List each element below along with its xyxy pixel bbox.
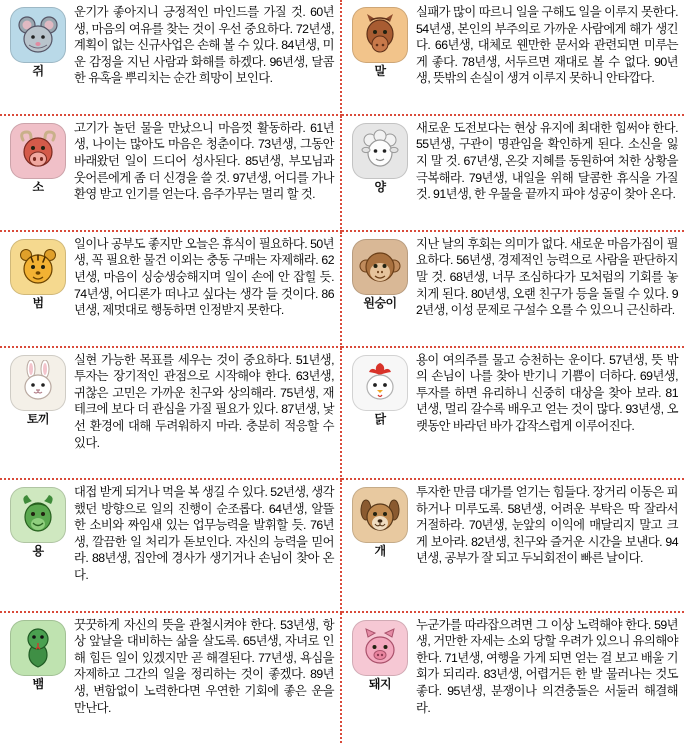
zodiac-badge-rat — [4, 5, 72, 78]
rabbit-icon — [10, 355, 66, 411]
animal-label: 개 — [374, 544, 386, 559]
rat-icon — [10, 7, 66, 63]
zodiac-badge-ox — [4, 121, 72, 194]
snake-icon — [10, 620, 66, 676]
zodiac-badge-dog — [346, 485, 414, 558]
animal-label: 닭 — [374, 411, 386, 426]
dragon-icon — [10, 487, 66, 543]
zodiac-badge-monkey — [346, 237, 414, 310]
fortune-text: 누군가를 따라잡으려면 그 이상 노력해야 한다. 59년생, 거만한 자세는 소외 당할 우려가 있으니 유의해야 한다. 71년생, 여행을 가게 되면 얻는 걸 보고 배울 기회가 되리라. 83년생, 어렵거든 한 발 물러나는 것도 좋다. 95년생, 분쟁이나 의견충돌은 서둘러 해결해라. — [416, 617, 678, 715]
animal-label: 원숭이 — [363, 295, 397, 310]
zodiac-badge-rooster — [346, 353, 414, 426]
fortune-cell-pig — [342, 613, 684, 743]
animal-label: 용 — [32, 544, 44, 559]
fortune-cell-rat — [0, 0, 342, 116]
animal-label: 토끼 — [26, 411, 50, 426]
zodiac-badge-sheep — [346, 121, 414, 194]
zodiac-badge-rabbit — [4, 353, 72, 426]
fortune-cell-monkey — [342, 232, 684, 348]
animal-label: 돼지 — [368, 676, 392, 691]
fortune-cell-dragon — [0, 480, 342, 612]
fortune-text: 지난 날의 후회는 의미가 없다. 새로운 마음가짐이 필요하다. 56년생, 경제적인 능력으로 사람을 판단하지 말 것. 68년생, 너무 조심하다가 모처럼의 기회를 놓치게 된다. 80년생, 오랜 친구가 등을 돌릴 수 있다. 92년생, 이성 문제로 구설수 오를 수 있으니 근신하라. — [416, 236, 678, 318]
animal-label: 소 — [32, 179, 44, 194]
zodiac-badge-horse — [346, 5, 414, 78]
ox-icon — [10, 123, 66, 179]
fortune-cell-sheep — [342, 116, 684, 232]
horse-icon — [352, 7, 408, 63]
fortune-text: 일이나 공부도 좋지만 오늘은 휴식이 필요하다. 50년생, 꼭 필요한 물건 이외는 충동 구매는 자제해라. 62년생, 마음이 싱숭생숭해지며 일이 손에 안 잡힐 듯. 74년생, 어디론가 떠나고 싶다는 생각 들 것이다. 86년생, 제멋대로 행동하면 인정받지 못한다. — [74, 236, 334, 318]
sheep-icon — [352, 123, 408, 179]
fortune-text: 용이 여의주를 물고 승천하는 운이다. 57년생, 뜻 밖의 손님이 나를 찾아 반기니 기쁨이 더하다. 69년생, 투자를 하면 유리하니 신중히 대상을 찾아 보라. 81년생, 멀리 갈수록 배우고 얻는 것이 많다. 93년생, 오랫동안 바라던 바가 갑작스럽게 이루어진다. — [416, 352, 678, 433]
fortune-cell-ox — [0, 116, 342, 232]
fortune-text: 운기가 좋아지니 긍정적인 마인드를 가질 것. 60년생, 마음의 여유를 찾는 것이 우선 중요하다. 72년생, 계획이 없는 신규사업은 손해 볼 수 있다. 84년생, 미운 감정을 지닌 사람과 화해를 하겠다. 96년생, 달콤한 유혹을 뿌리치는 순간 희망이 보인다. — [74, 5, 334, 86]
fortune-text: 고기가 놀던 물을 만났으니 마음껏 활동하라. 61년생, 나이는 많아도 마음은 청춘이다. 73년생, 그동안 바래왔던 일이 드디어 성사된다. 85년생, 부모님과 웃어른에게 좀 더 신경을 쓸 것. 97년생, 어디를 가나 환영 받고 인기를 얻는다. 음주가무는 멀리 할 것. — [74, 120, 334, 202]
fortune-text: 새로운 도전보다는 현상 유지에 최대한 힘써야 한다. 55년생, 구관이 명관임을 확인하게 된다. 소신을 잃지 말 것. 67년생, 온갖 지혜를 동원하여 처한 상황을 극복해라. 79년생, 내일을 위해 달콤한 휴식을 가질 것. 91년생, 한 우물을 끝까지 파야 성공이 찾아 온다. — [416, 120, 678, 202]
zodiac-badge-snake — [4, 618, 72, 691]
animal-label: 말 — [374, 64, 386, 78]
zodiac-badge-pig — [346, 618, 414, 691]
pig-icon — [352, 620, 408, 676]
fortune-cell-horse — [342, 0, 684, 116]
fortune-text: 대접 받게 되거나 먹을 복 생길 수 있다. 52년생, 생각했던 방향으로 일의 진행이 순조롭다. 64년생, 알뜰한 소비와 짜임새 있는 업무능력을 발휘할 듯. 76년생, 깔끔한 일 처리가 돋보인다. 자신의 능력을 믿어라. 88년생, 집안에 경사가 생기거나 손님이 찾아 온다. — [74, 485, 334, 583]
fortune-cell-tiger — [0, 232, 342, 348]
animal-label: 범 — [32, 295, 44, 310]
fortune-text: 꿋꿋하게 자신의 뜻을 관철시켜야 한다. 53년생, 항상 앞날을 대비하는 삶을 살도록. 65년생, 자녀로 인해 힘든 일이 있겠지만 곧 해결된다. 77년생, 욕심을 자제하고 그간의 일을 정리하는 것이 좋겠다. 89년생, 변함없이 노력한다면 우연한 기회에 좋은 운을 만난다. — [74, 617, 334, 715]
animal-label: 양 — [374, 179, 386, 194]
fortune-text: 투자한 만큼 대가를 얻기는 힘들다. 장거리 이동은 피하거나 미루도록. 58년생, 어려운 부탁은 딱 잘라서 거절하라. 70년생, 눈앞의 이익에 매달리지 말고 크게 보아라. 82년생, 친구와 즐거운 시간을 보낸다. 94년생, 공부가 잘 되고 두뇌회전이 빠른 날이다. — [416, 485, 678, 566]
fortune-cell-snake — [0, 613, 342, 743]
animal-label: 쥐 — [32, 64, 44, 78]
zodiac-badge-tiger — [4, 237, 72, 310]
monkey-icon — [352, 239, 408, 295]
fortune-cell-dog — [342, 480, 684, 612]
animal-label: 뱀 — [32, 676, 44, 691]
zodiac-badge-dragon — [4, 485, 72, 558]
fortune-cell-rooster — [342, 348, 684, 480]
fortune-text: 실현 가능한 목표를 세우는 것이 중요하다. 51년생, 투자는 장기적인 관점으로 시작해야 한다. 63년생, 귀찮은 고민은 가까운 친구와 상의해라. 75년생, 재테크에 보다 더 관심을 가질 필요가 있다. 87년생, 낯선 환경에 대해 두려워하지 마라. 충분히 적응할 수 있다. — [74, 352, 334, 450]
fortune-text: 실패가 많이 따르니 일을 구해도 일을 이루지 못한다. 54년생, 본인의 부주의로 가까운 사람에게 해가 생긴다. 66년생, 대체로 웬만한 문서와 관련되면 미루는 게 좋다. 78년생, 서두르면 재대로 볼 수 없다. 90년생, 뜻밖의 손실이 생겨 이루지 못하니 안타깝다. — [416, 5, 678, 86]
fortune-cell-rabbit — [0, 348, 342, 480]
rooster-icon — [352, 355, 408, 411]
dog-icon — [352, 487, 408, 543]
tiger-icon — [10, 239, 66, 295]
